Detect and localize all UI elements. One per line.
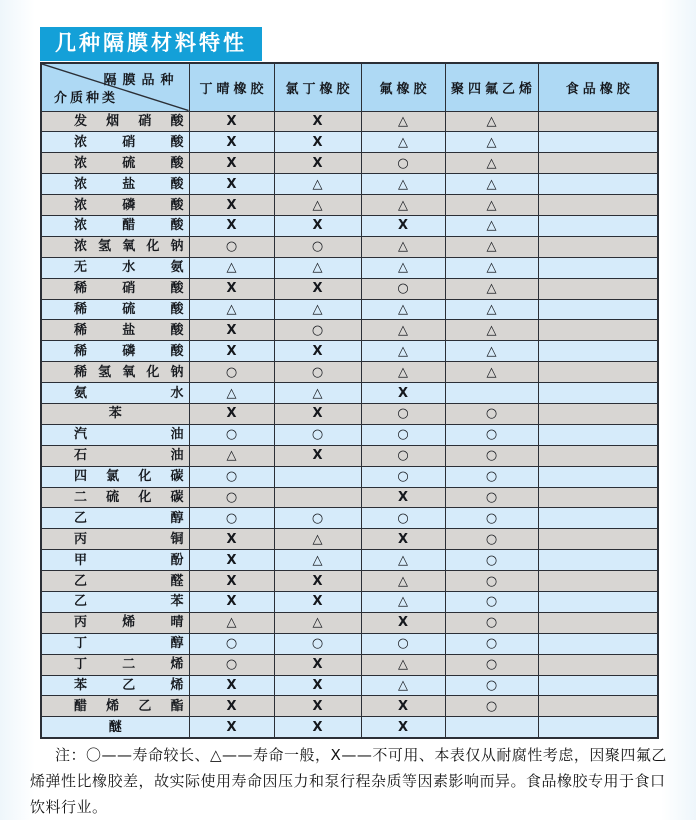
rating-cell: [538, 571, 658, 592]
medium-name-cell: [41, 132, 189, 153]
table-header-row: [41, 63, 658, 111]
rating-cell: △: [189, 445, 274, 466]
page-title: 几种隔膜材料特性: [40, 27, 262, 61]
rating-cell: X: [274, 278, 361, 299]
rating-cell: △: [445, 341, 538, 362]
rating-cell: △: [274, 195, 361, 216]
rating-cell: X: [189, 529, 274, 550]
rating-cell: X: [189, 403, 274, 424]
rating-cell: X: [361, 215, 445, 236]
medium-name-cell: [41, 550, 189, 571]
medium-name-cell: [41, 278, 189, 299]
table-row: [41, 236, 658, 257]
rating-cell: △: [445, 320, 538, 341]
rating-cell: [538, 445, 658, 466]
medium-name-cell: [41, 111, 189, 132]
rating-cell: [538, 529, 658, 550]
table-row: [41, 675, 658, 696]
rating-cell: [538, 403, 658, 424]
rating-cell: ○: [361, 424, 445, 445]
rating-cell: ○: [274, 236, 361, 257]
medium-name: 稀盐酸: [74, 322, 184, 338]
rating-cell: [538, 299, 658, 320]
medium-name: 丁醇: [74, 636, 184, 652]
rating-cell: △: [361, 675, 445, 696]
rating-cell: ○: [445, 487, 538, 508]
rating-cell: ○: [445, 424, 538, 445]
column-header: 氟橡胶: [361, 63, 445, 111]
rating-cell: [538, 174, 658, 195]
rating-cell: X: [361, 529, 445, 550]
rating-cell: X: [274, 696, 361, 717]
rating-cell: [538, 362, 658, 383]
medium-name: 浓硝酸: [74, 134, 184, 150]
rating-cell: △: [361, 654, 445, 675]
rating-cell: X: [189, 571, 274, 592]
medium-name-cell: [41, 320, 189, 341]
medium-name-cell: [41, 654, 189, 675]
rating-cell: ○: [189, 487, 274, 508]
rating-cell: ○: [445, 591, 538, 612]
corner-label-diaphragm-type: 隔膜品种: [103, 73, 180, 88]
table-row: [41, 717, 658, 738]
medium-name: 石油: [74, 448, 184, 464]
medium-name-cell: [41, 612, 189, 633]
table-row: [41, 132, 658, 153]
table-row: [41, 257, 658, 278]
rating-cell: X: [274, 403, 361, 424]
rating-cell: △: [361, 195, 445, 216]
table-row: [41, 111, 658, 132]
rating-cell: △: [361, 591, 445, 612]
rating-cell: ○: [274, 633, 361, 654]
table-row: [41, 445, 658, 466]
rating-cell: ○: [361, 153, 445, 174]
rating-cell: △: [274, 299, 361, 320]
rating-cell: [538, 591, 658, 612]
medium-name-cell: [41, 717, 189, 738]
rating-cell: [445, 383, 538, 404]
rating-cell: [538, 153, 658, 174]
medium-name-cell: [41, 529, 189, 550]
rating-cell: ○: [445, 550, 538, 571]
rating-cell: △: [274, 529, 361, 550]
rating-cell: [538, 215, 658, 236]
medium-name: 乙醛: [74, 573, 184, 589]
rating-cell: △: [189, 612, 274, 633]
medium-name-cell: [41, 341, 189, 362]
table-row: [41, 403, 658, 424]
table-row: [41, 487, 658, 508]
medium-name-cell: [41, 362, 189, 383]
rating-cell: ○: [445, 633, 538, 654]
medium-name-cell: [41, 236, 189, 257]
rating-cell: ○: [445, 445, 538, 466]
medium-name: 稀氢氧化钠: [74, 364, 184, 380]
legend-footnote: 注：〇——寿命较长、△——寿命一般，X——不可用、本表仅从耐腐性考虑，因聚四氟乙烯弹性比橡胶差，故实际使用寿命因压力和泵行程杂质等因素影响而异。食品橡胶专用于食口饮料行业。: [30, 746, 667, 816]
header-corner-cell: [41, 63, 189, 111]
table-row: [41, 153, 658, 174]
table-row: [41, 341, 658, 362]
rating-cell: [538, 257, 658, 278]
medium-name-cell: [41, 508, 189, 529]
table-row: [41, 508, 658, 529]
medium-name: 丁二烯: [74, 657, 184, 673]
rating-cell: X: [189, 111, 274, 132]
rating-cell: △: [274, 257, 361, 278]
rating-cell: ○: [189, 362, 274, 383]
medium-name: 苯: [108, 406, 122, 422]
rating-cell: [538, 696, 658, 717]
rating-cell: ○: [445, 696, 538, 717]
corner-label-medium-type: 介质种类: [54, 90, 119, 106]
medium-name: 浓醋酸: [74, 218, 184, 234]
medium-name: 浓硫酸: [74, 155, 184, 171]
medium-name: 浓盐酸: [74, 176, 184, 192]
rating-cell: [538, 236, 658, 257]
rating-cell: [538, 466, 658, 487]
rating-cell: X: [189, 174, 274, 195]
medium-name: 稀硝酸: [74, 281, 184, 297]
rating-cell: X: [189, 195, 274, 216]
rating-cell: [538, 195, 658, 216]
rating-cell: [538, 633, 658, 654]
table-row: [41, 383, 658, 404]
medium-name-cell: [41, 257, 189, 278]
rating-cell: ○: [445, 571, 538, 592]
medium-name: 汽油: [74, 427, 184, 443]
table-row: [41, 195, 658, 216]
rating-cell: ○: [274, 320, 361, 341]
medium-name-cell: [41, 466, 189, 487]
rating-cell: △: [361, 257, 445, 278]
column-header: 丁晴橡胶: [189, 63, 274, 111]
medium-name-cell: [41, 383, 189, 404]
rating-cell: △: [445, 132, 538, 153]
table-row: [41, 591, 658, 612]
rating-cell: X: [189, 278, 274, 299]
table-row: [41, 278, 658, 299]
table-row: [41, 174, 658, 195]
medium-name-cell: [41, 299, 189, 320]
rating-cell: ○: [361, 466, 445, 487]
rating-cell: [538, 132, 658, 153]
rating-cell: X: [361, 717, 445, 738]
rating-cell: △: [361, 174, 445, 195]
rating-cell: △: [445, 278, 538, 299]
medium-name: 氨水: [74, 385, 184, 401]
rating-cell: △: [361, 132, 445, 153]
rating-cell: [538, 111, 658, 132]
rating-cell: △: [361, 362, 445, 383]
medium-name-cell: [41, 633, 189, 654]
medium-name: 发烟硝酸: [74, 113, 184, 129]
rating-cell: △: [361, 236, 445, 257]
medium-name: 乙苯: [74, 594, 184, 610]
rating-cell: ○: [445, 675, 538, 696]
rating-cell: ○: [361, 403, 445, 424]
rating-cell: △: [445, 257, 538, 278]
table-row: [41, 299, 658, 320]
rating-cell: X: [274, 591, 361, 612]
rating-cell: △: [445, 195, 538, 216]
rating-cell: ○: [274, 424, 361, 445]
rating-cell: X: [274, 132, 361, 153]
medium-name-cell: [41, 174, 189, 195]
rating-cell: X: [274, 111, 361, 132]
rating-cell: [538, 717, 658, 738]
rating-cell: △: [361, 571, 445, 592]
rating-cell: △: [274, 174, 361, 195]
rating-cell: X: [274, 215, 361, 236]
table-row: [41, 550, 658, 571]
material-characteristics-table: [40, 62, 659, 739]
table-row: [41, 696, 658, 717]
rating-cell: [445, 717, 538, 738]
rating-cell: [538, 675, 658, 696]
rating-cell: X: [274, 675, 361, 696]
rating-cell: △: [274, 612, 361, 633]
rating-cell: X: [189, 696, 274, 717]
table-row: [41, 362, 658, 383]
rating-cell: △: [189, 257, 274, 278]
medium-name-cell: [41, 487, 189, 508]
rating-cell: ○: [445, 529, 538, 550]
rating-cell: X: [274, 654, 361, 675]
medium-name: 无水氨: [74, 260, 184, 276]
rating-cell: △: [274, 550, 361, 571]
table-row: [41, 571, 658, 592]
medium-name-cell: [41, 445, 189, 466]
rating-cell: X: [361, 383, 445, 404]
column-header: 聚四氟乙烯: [445, 63, 538, 111]
rating-cell: [538, 550, 658, 571]
rating-cell: △: [445, 153, 538, 174]
column-header: 氯丁橡胶: [274, 63, 361, 111]
rating-cell: △: [274, 383, 361, 404]
rating-cell: △: [189, 299, 274, 320]
rating-cell: X: [189, 550, 274, 571]
rating-cell: [274, 487, 361, 508]
medium-name: 浓氢氧化钠: [74, 239, 184, 255]
rating-cell: ○: [189, 424, 274, 445]
rating-cell: △: [189, 383, 274, 404]
rating-cell: △: [445, 174, 538, 195]
rating-cell: [538, 487, 658, 508]
medium-name: 浓磷酸: [74, 197, 184, 213]
medium-name: 丙铜: [74, 531, 184, 547]
rating-cell: X: [361, 487, 445, 508]
rating-cell: △: [361, 550, 445, 571]
medium-name: 四氯化碳: [74, 469, 184, 485]
rating-cell: ○: [274, 362, 361, 383]
rating-cell: X: [189, 717, 274, 738]
medium-name: 甲酚: [74, 552, 184, 568]
rating-cell: X: [274, 153, 361, 174]
medium-name-cell: [41, 591, 189, 612]
rating-cell: X: [361, 612, 445, 633]
rating-cell: X: [189, 132, 274, 153]
rating-cell: X: [189, 153, 274, 174]
rating-cell: ○: [445, 403, 538, 424]
rating-cell: ○: [361, 278, 445, 299]
table-row: [41, 215, 658, 236]
rating-cell: X: [189, 341, 274, 362]
rating-cell: ○: [189, 654, 274, 675]
column-header: 食品橡胶: [538, 63, 658, 111]
rating-cell: [538, 654, 658, 675]
medium-name: 稀硫酸: [74, 301, 184, 317]
medium-name: 苯乙烯: [74, 677, 184, 693]
medium-name-cell: [41, 195, 189, 216]
table-row: [41, 320, 658, 341]
medium-name-cell: [41, 215, 189, 236]
rating-cell: X: [189, 320, 274, 341]
rating-cell: X: [274, 571, 361, 592]
rating-cell: [274, 466, 361, 487]
rating-cell: X: [189, 215, 274, 236]
rating-cell: ○: [445, 612, 538, 633]
medium-name-cell: [41, 403, 189, 424]
rating-cell: ○: [189, 633, 274, 654]
rating-cell: △: [361, 111, 445, 132]
table-row: [41, 654, 658, 675]
rating-cell: X: [189, 591, 274, 612]
rating-cell: X: [274, 341, 361, 362]
rating-cell: ○: [189, 508, 274, 529]
rating-cell: △: [445, 236, 538, 257]
medium-name: 醚: [108, 719, 122, 735]
medium-name: 丙烯晴: [74, 615, 184, 631]
rating-cell: △: [361, 299, 445, 320]
table-row: [41, 466, 658, 487]
rating-cell: ○: [361, 508, 445, 529]
rating-cell: [538, 424, 658, 445]
rating-cell: ○: [445, 466, 538, 487]
rating-cell: ○: [445, 508, 538, 529]
medium-name: 醋烯乙酯: [74, 698, 184, 714]
table-row: [41, 424, 658, 445]
rating-cell: △: [445, 215, 538, 236]
rating-cell: [538, 278, 658, 299]
medium-name-cell: [41, 675, 189, 696]
rating-cell: ○: [361, 445, 445, 466]
medium-name-cell: [41, 571, 189, 592]
rating-cell: ○: [274, 508, 361, 529]
rating-cell: [538, 320, 658, 341]
medium-name: 二硫化碳: [74, 489, 184, 505]
medium-name-cell: [41, 153, 189, 174]
rating-cell: △: [445, 362, 538, 383]
rating-cell: X: [189, 675, 274, 696]
rating-cell: ○: [189, 236, 274, 257]
rating-cell: X: [274, 445, 361, 466]
table-row: [41, 612, 658, 633]
rating-cell: X: [361, 696, 445, 717]
medium-name: 稀磷酸: [74, 343, 184, 359]
rating-cell: X: [274, 717, 361, 738]
rating-cell: △: [361, 341, 445, 362]
rating-cell: [538, 612, 658, 633]
rating-cell: ○: [445, 654, 538, 675]
rating-cell: △: [445, 111, 538, 132]
rating-cell: △: [445, 299, 538, 320]
medium-name-cell: [41, 424, 189, 445]
rating-cell: △: [361, 320, 445, 341]
table-row: [41, 529, 658, 550]
medium-name-cell: [41, 696, 189, 717]
rating-cell: ○: [189, 466, 274, 487]
table-row: [41, 633, 658, 654]
medium-name: 乙醇: [74, 510, 184, 526]
rating-cell: [538, 508, 658, 529]
rating-cell: [538, 383, 658, 404]
rating-cell: ○: [361, 633, 445, 654]
rating-cell: [538, 341, 658, 362]
